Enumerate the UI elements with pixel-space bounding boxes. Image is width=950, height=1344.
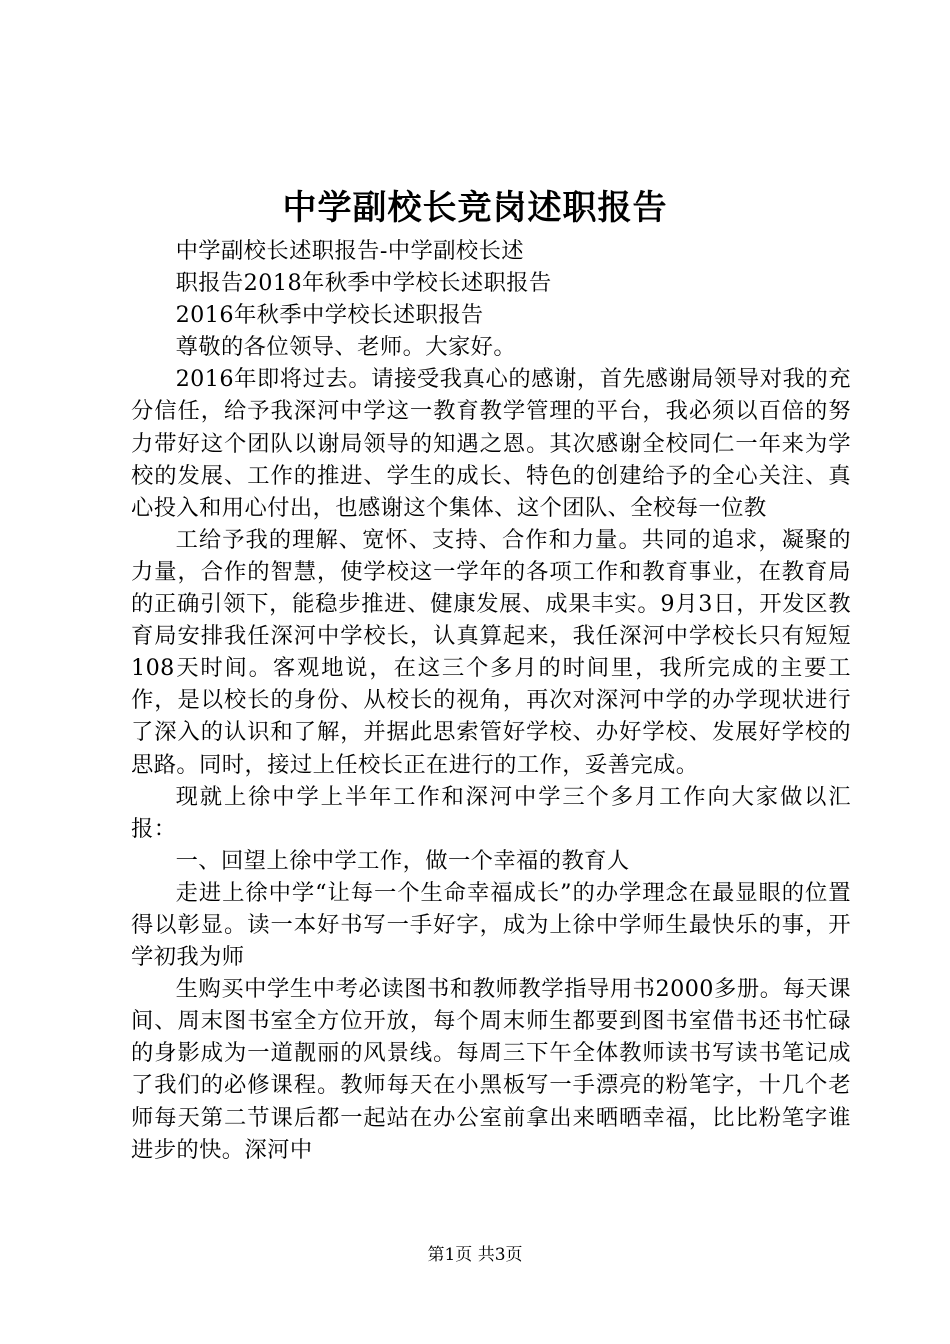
- paragraph: 尊敬的各位领导、老师。大家好。: [175, 334, 517, 361]
- paragraph: 生购买中学生中考必读图书和教师教学指导用书2000多册。每天课间、周末图书室全方位开放，每个周末师生都要到图书室借书还书忙碌的身影成为一道靓丽的风景线。每周三下午全体教师读书写读书笔记成了我们的必修课程。教师每天在小黑板写一手漂亮的粉笔字，十几个老师每天第二节课后都一起站在办公室前拿出来晒晒幸福，比比粉笔字谁进步的快。深河中: [131, 976, 851, 1163]
- section-heading: 一、回望上徐中学工作，做一个幸福的教育人: [175, 847, 630, 874]
- paragraph: 2016年秋季中学校长述职报告: [175, 302, 484, 329]
- paragraph: 职报告2018年秋季中学校长述职报告: [175, 270, 552, 297]
- paragraph: 中学副校长述职报告-中学副校长述: [175, 238, 524, 264]
- document-title: 中学副校长竞岗述职报告: [282, 188, 668, 228]
- paragraph: 走进上徐中学“让每一个生命幸福成长”的办学理念在最显眼的位置得以彰显。读一本好书写一手好字，成为上徐中学师生最快乐的事，开学初我为师: [131, 879, 851, 971]
- paragraph: 工给予我的理解、宽怀、支持、合作和力量。共同的追求，凝聚的力量，合作的智慧，使学校这一学年的各项工作和教育事业，在教育局的正确引领下，能稳步推进、健康发展、成果丰实。9月3日，开发区教育局安排我任深河中学校长，认真算起来，我任深河中学校长只有短短108天时间。客观地说，在这三个多月的时间里，我所完成的主要工作，是以校长的身份、从校长的视角，再次对深河中学的办学现状进行了深入的认识和了解，并据此思索管好学校、办好学校、发展好学校的思路。同时，接过上任校长正在进行的工作，妥善完成。: [131, 526, 851, 778]
- page-footer: 第1页 共3页: [427, 1245, 523, 1265]
- document-body: [131, 235, 851, 1166]
- paragraph: 2016年即将过去。请接受我真心的感谢，首先感谢局领导对我的充分信任，给予我深河中学这一教育教学管理的平台，我必须以百倍的努力带好这个团队以谢局领导的知遇之恩。其次感谢全校同仁一年来为学校的发展、工作的推进、学生的成长、特色的创建给予的全心关注、真心投入和用心付出，也感谢这个集体、这个团队、全校每一位教: [131, 366, 851, 521]
- paragraph: 现就上徐中学上半年工作和深河中学三个多月工作向大家做以汇报：: [131, 783, 851, 842]
